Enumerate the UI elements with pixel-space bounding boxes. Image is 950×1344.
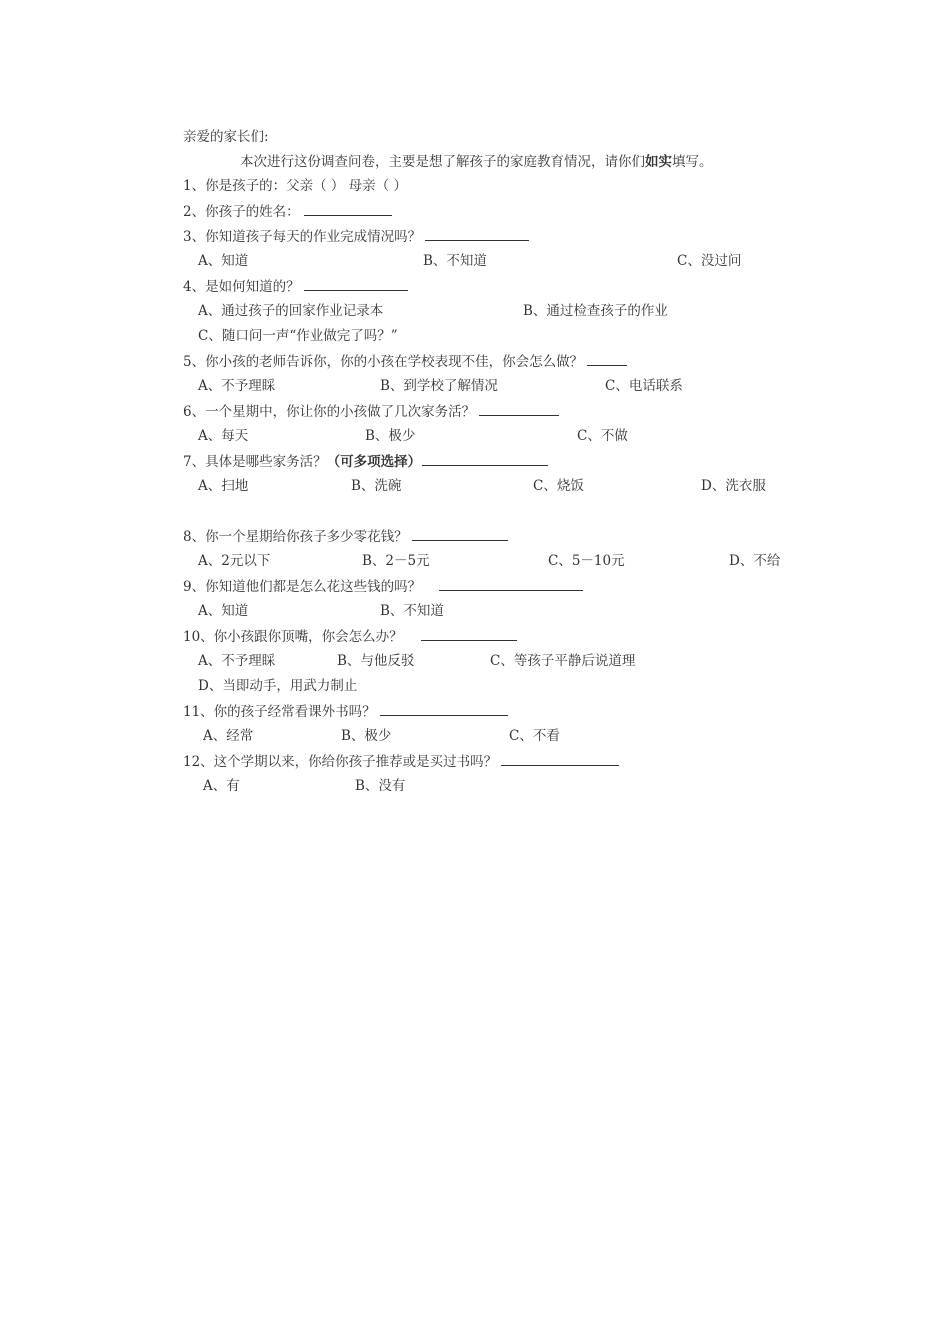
question-2-text: 2、你孩子的姓名： [183,204,300,220]
answer-blank-8[interactable] [412,526,508,541]
question-7-note: （可多项选择） [326,454,422,470]
question-12-text: 12、这个学期以来，你给你孩子推荐或是买过书吗？ [183,754,498,770]
question-3-text: 3、你知道孩子每天的作业完成情况吗？ [183,229,422,245]
option-5c[interactable]: C、电话联系 [605,378,683,394]
question-12 [183,751,619,771]
question-4 [183,276,408,296]
option-12b[interactable]: B、没有 [355,778,406,794]
answer-blank-3[interactable] [425,226,529,241]
intro-paragraph [240,152,713,172]
question-11-text: 11、你的孩子经常看课外书吗？ [183,704,376,720]
question-1 [183,176,407,196]
option-11a[interactable]: A、经常 [203,728,254,744]
option-5b[interactable]: B、到学校了解情况 [380,378,498,394]
question-10 [183,626,517,646]
option-11b[interactable]: B、极少 [341,728,392,744]
option-8a[interactable]: A、2元以下 [198,553,271,569]
option-3b[interactable]: B、不知道 [423,253,487,269]
greeting: 亲爱的家长们: [183,129,269,145]
question-9 [183,576,583,596]
option-7a[interactable]: A、扫地 [198,478,249,494]
option-11c[interactable]: C、不看 [509,728,560,744]
answer-blank-10[interactable] [421,626,517,641]
question-3 [183,226,529,246]
intro-bold: 如实 [645,154,672,170]
option-10c[interactable]: C、等孩子平静后说道理 [490,653,636,669]
question-8-text: 8、你一个星期给你孩子多少零花钱？ [183,529,408,545]
option-7c[interactable]: C、烧饭 [533,478,584,494]
question-11 [183,701,508,721]
option-7b[interactable]: B、洗碗 [351,478,402,494]
option-9b[interactable]: B、不知道 [380,603,444,619]
option-3a[interactable]: A、知道 [198,253,249,269]
option-12a[interactable]: A、有 [203,778,240,794]
answer-blank-11[interactable] [380,701,508,716]
question-1-text: 1、你是孩子的：父亲（ ） 母亲（ ） [183,178,407,194]
answer-blank-2[interactable] [304,201,392,216]
answer-blank-9[interactable] [439,576,583,591]
answer-blank-4[interactable] [304,276,408,291]
option-4a[interactable]: A、通过孩子的回家作业记录本 [198,303,384,319]
option-10b[interactable]: B、与他反驳 [337,653,415,669]
option-10a[interactable]: A、不予理睬 [198,653,276,669]
option-7d[interactable]: D、洗衣服 [701,478,766,494]
intro-text: 本次进行这份调查问卷，主要是想了解孩子的家庭教育情况，请你们 [240,154,645,170]
option-8c[interactable]: C、5－10元 [548,553,625,569]
option-9a[interactable]: A、知道 [198,603,249,619]
option-8b[interactable]: B、2－5元 [362,553,430,569]
option-6a[interactable]: A、每天 [198,428,249,444]
question-6 [183,401,559,421]
question-7 [183,451,548,471]
question-5 [183,351,627,371]
question-7-text: 7、具体是哪些家务活？ [183,454,327,470]
question-5-text: 5、你小孩的老师告诉你，你的小孩在学校表现不佳，你会怎么做？ [183,354,584,370]
question-10-text: 10、你小孩跟你顶嘴，你会怎么办？ [183,629,403,645]
option-10d[interactable]: D、当即动手，用武力制止 [198,678,358,694]
answer-blank-6[interactable] [479,401,559,416]
question-2 [183,201,392,221]
answer-blank-5[interactable] [587,351,627,366]
answer-blank-12[interactable] [501,751,619,766]
intro-end: 填写。 [672,154,713,170]
question-8 [183,526,508,546]
option-8d[interactable]: D、不给 [729,553,781,569]
option-4c[interactable]: C、随口问一声“作业做完了吗？” [198,328,398,344]
question-6-text: 6、一个星期中，你让你的小孩做了几次家务活？ [183,404,476,420]
question-4-text: 4、是如何知道的？ [183,279,300,295]
option-3c[interactable]: C、没过问 [677,253,742,269]
answer-blank-7[interactable] [422,451,548,466]
question-9-text: 9、你知道他们都是怎么花这些钱的吗？ [183,579,422,595]
option-6b[interactable]: B、极少 [365,428,416,444]
option-6c[interactable]: C、不做 [577,428,628,444]
option-5a[interactable]: A、不予理睬 [198,378,276,394]
option-4b[interactable]: B、通过检查孩子的作业 [523,303,668,319]
